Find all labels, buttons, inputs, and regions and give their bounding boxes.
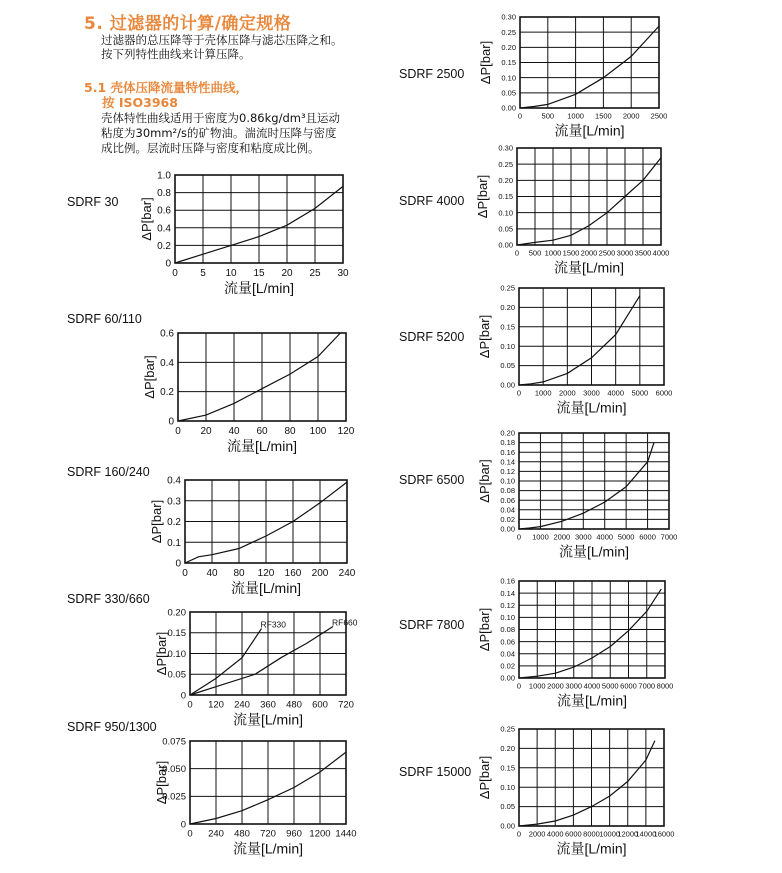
series-line-sdrf-7800 — [519, 589, 661, 678]
y-tick-label: 0.25 — [500, 283, 515, 293]
y-tick-label: 0.4 — [160, 357, 174, 369]
y-tick-label: 0.02 — [500, 661, 515, 671]
x-tick-label: 1000 — [528, 681, 546, 691]
y-axis-label: ΔP[bar] — [149, 499, 164, 544]
y-tick-label: 0.16 — [500, 447, 515, 457]
chart-sdrf5200 — [459, 276, 694, 423]
y-tick-label: 0 — [168, 416, 174, 428]
chart-label-sdrf950: SDRF 950/1300 — [67, 720, 157, 734]
y-tick-label: 0.10 — [500, 476, 515, 486]
y-tick-label: 0.25 — [501, 27, 516, 37]
y-tick-label: 0.20 — [500, 428, 515, 438]
x-tick-label: 0 — [187, 828, 193, 840]
x-tick-label: 7000 — [660, 532, 678, 542]
y-tick-label: 0 — [165, 258, 171, 270]
x-tick-label: 5000 — [631, 388, 649, 398]
x-tick-label: 600 — [312, 699, 328, 711]
x-tick-label: 2000 — [580, 248, 598, 258]
y-tick-label: 0.08 — [500, 486, 515, 496]
x-tick-label: 0 — [516, 681, 522, 691]
chart-sdrf30 — [115, 163, 373, 301]
y-tick-label: 0.20 — [167, 607, 186, 619]
x-tick-label: 3000 — [574, 532, 592, 542]
y-tick-label: 0.06 — [500, 637, 515, 647]
series-line-sdrf-2500 — [520, 26, 659, 108]
y-tick-label: 0.15 — [500, 322, 515, 332]
x-tick-label: 12000 — [617, 829, 639, 839]
chart-label-sdrf30: SDRF 30 — [67, 195, 119, 209]
y-tick-label: 0.025 — [162, 791, 186, 803]
x-axis-label: 流量[L/min] — [232, 711, 304, 728]
y-tick-label: 0.10 — [501, 73, 516, 83]
subsection-title — [84, 80, 384, 110]
y-axis-label: ΔP[bar] — [475, 174, 490, 219]
y-axis-label: ΔP[bar] — [477, 607, 492, 652]
y-axis-label: ΔP[bar] — [154, 631, 169, 676]
y-tick-label: 0.06 — [500, 495, 515, 505]
chart-sdrf7800 — [459, 569, 695, 716]
x-tick-label: 4000 — [652, 248, 670, 258]
x-tick-label: 2500 — [598, 248, 616, 258]
y-tick-label: 0.10 — [167, 648, 186, 660]
y-tick-label: 0.10 — [500, 613, 515, 622]
y-tick-label: 0.00 — [501, 103, 516, 113]
x-tick-label: 4000 — [583, 681, 601, 691]
y-tick-label: 0.12 — [500, 600, 515, 610]
x-tick-label: 80 — [284, 426, 296, 437]
x-tick-label: 2000 — [558, 388, 576, 398]
x-tick-label: 1500 — [562, 248, 580, 258]
y-axis-label: ΔP[bar] — [477, 314, 492, 359]
y-tick-label: 0.15 — [498, 192, 513, 202]
chart-label-sdrf6500: SDRF 6500 — [399, 473, 465, 487]
x-tick-label: 120 — [208, 699, 224, 711]
series-line-sdrf-15000 — [519, 741, 655, 826]
y-axis-label: ΔP[bar] — [477, 459, 492, 503]
x-tick-label: 200 — [311, 568, 329, 579]
y-tick-label: 0.00 — [500, 380, 515, 390]
x-tick-label: 2000 — [553, 532, 571, 542]
x-tick-label: 40 — [228, 426, 240, 437]
x-tick-label: 80 — [233, 568, 245, 579]
x-axis-label: 流量[L/min] — [554, 122, 625, 139]
x-tick-label: 2000 — [622, 111, 640, 121]
x-tick-label: 8000 — [656, 681, 674, 691]
y-tick-label: 0.15 — [501, 58, 516, 68]
subsection-title-line-1: 5.1 壳体压降流量特性曲线， — [84, 80, 248, 95]
y-tick-label: 0.14 — [500, 588, 515, 598]
chart-sdrf160 — [125, 468, 377, 601]
x-tick-label: 720 — [338, 699, 354, 711]
x-tick-label: 0 — [517, 111, 523, 121]
x-axis-label: 流量[L/min] — [226, 438, 298, 454]
x-tick-label: 2500 — [650, 111, 668, 121]
x-axis-label: 流量[L/min] — [556, 692, 628, 709]
x-tick-label: 20 — [200, 426, 212, 437]
y-tick-label: 0.05 — [501, 88, 516, 98]
x-axis-label: 流量[L/min] — [232, 840, 304, 857]
x-tick-label: 720 — [260, 828, 276, 840]
x-tick-label: 25 — [309, 268, 321, 279]
chart-label-sdrf330: SDRF 330/660 — [67, 592, 150, 606]
y-axis-label: ΔP[bar] — [139, 197, 154, 241]
y-tick-label: 0.00 — [500, 821, 515, 831]
x-tick-label: 60 — [256, 426, 268, 437]
series-line-sdrf-5200 — [519, 296, 640, 385]
y-tick-label: 0 — [175, 558, 181, 570]
x-tick-label: 360 — [260, 699, 276, 711]
intro-line-1: 过滤器的总压降等于壳体压降与滤芯压降之和。 — [101, 33, 343, 47]
chart-label-sdrf15000: SDRF 15000 — [399, 765, 472, 779]
x-tick-label: 2000 — [528, 829, 546, 839]
chart-sdrf60 — [118, 321, 376, 459]
y-axis-label: ΔP[bar] — [142, 355, 157, 399]
y-tick-label: 0.6 — [160, 328, 174, 340]
x-tick-label: 0 — [175, 426, 181, 437]
x-tick-label: 1200 — [309, 828, 331, 840]
series-line-rf660 — [190, 627, 333, 696]
chart-label-sdrf2500: SDRF 2500 — [399, 67, 465, 81]
y-tick-label: 0.075 — [162, 736, 186, 748]
y-tick-label: 0.20 — [498, 175, 513, 185]
x-tick-label: 3500 — [634, 248, 652, 258]
x-tick-label: 10000 — [599, 829, 621, 839]
y-tick-label: 0.05 — [498, 224, 513, 234]
y-tick-label: 0.05 — [500, 361, 515, 371]
y-tick-label: 0.2 — [167, 517, 181, 528]
x-axis-label: 流量[L/min] — [553, 259, 625, 276]
y-axis-label: ΔP[bar] — [478, 40, 493, 85]
x-axis-label: 流量[L/min] — [558, 543, 630, 560]
series-line-sdrf-6500 — [519, 443, 654, 529]
x-tick-label: 14000 — [635, 829, 657, 839]
x-tick-label: 4000 — [596, 532, 614, 542]
y-tick-label: 0.05 — [500, 802, 515, 812]
x-tick-label: 5 — [200, 268, 206, 279]
chart-label-sdrf5200: SDRF 5200 — [399, 330, 465, 344]
x-tick-label: 6000 — [620, 681, 637, 691]
y-tick-label: 0.2 — [160, 387, 174, 399]
y-tick-label: 0.8 — [157, 188, 171, 200]
x-tick-label: 3000 — [565, 681, 583, 691]
x-tick-label: 500 — [528, 248, 542, 258]
x-tick-label: 0 — [187, 699, 193, 711]
x-axis-label: 流量[L/min] — [230, 580, 302, 596]
y-tick-label: 0.14 — [500, 457, 515, 467]
x-tick-label: 20 — [281, 268, 293, 279]
y-axis-label: ΔP[bar] — [154, 760, 169, 805]
y-tick-label: 0.12 — [500, 467, 515, 477]
y-tick-label: 0.04 — [500, 505, 515, 515]
x-tick-label: 500 — [541, 111, 555, 121]
y-tick-label: 0 — [180, 690, 186, 702]
y-tick-label: 0.15 — [167, 628, 186, 640]
x-tick-label: 5000 — [617, 532, 635, 542]
x-tick-label: 0 — [182, 568, 188, 579]
y-tick-label: 0.08 — [500, 625, 515, 635]
series-label-rf330: RF330 — [260, 619, 287, 630]
y-tick-label: 0.00 — [500, 673, 515, 683]
subsection-body — [101, 111, 401, 156]
y-tick-label: 0.30 — [501, 12, 516, 22]
y-axis-label: ΔP[bar] — [477, 755, 492, 800]
chart-sdrf6500 — [459, 421, 699, 567]
y-tick-label: 0.20 — [500, 744, 515, 754]
series-line-sdrf-60-110 — [178, 333, 340, 421]
x-tick-label: 1000 — [544, 248, 562, 258]
x-tick-label: 1000 — [567, 111, 584, 121]
x-axis-label: 流量[L/min] — [556, 399, 627, 416]
x-tick-label: 480 — [286, 699, 302, 711]
x-tick-label: 0 — [514, 248, 520, 258]
x-tick-label: 1000 — [532, 532, 549, 542]
y-tick-label: 0.10 — [500, 341, 515, 351]
y-tick-label: 0.10 — [500, 782, 515, 792]
y-tick-label: 0.25 — [498, 159, 513, 169]
x-tick-label: 10 — [225, 268, 237, 279]
intro-text — [101, 33, 391, 61]
x-tick-label: 960 — [286, 828, 302, 840]
x-tick-label: 4000 — [607, 388, 625, 398]
x-tick-label: 160 — [284, 568, 302, 579]
section-title: 5. 过滤器的计算/确定规格 — [84, 14, 292, 34]
x-axis-label: 流量[L/min] — [556, 840, 627, 857]
chart-sdrf950 — [130, 729, 376, 862]
y-tick-label: 1.0 — [157, 170, 171, 182]
chart-label-sdrf160: SDRF 160/240 — [67, 465, 150, 479]
chart-label-sdrf60: SDRF 60/110 — [67, 312, 142, 326]
x-tick-label: 0 — [516, 388, 522, 398]
y-tick-label: 0.04 — [500, 649, 515, 659]
chart-label-sdrf4000: SDRF 4000 — [399, 194, 465, 208]
x-tick-label: 100 — [309, 426, 327, 437]
x-tick-label: 6000 — [565, 829, 582, 839]
y-tick-label: 0.4 — [157, 223, 171, 235]
x-tick-label: 2000 — [547, 681, 564, 691]
x-axis-label: 流量[L/min] — [223, 280, 295, 296]
y-tick-label: 0.20 — [501, 42, 516, 52]
y-tick-label: 0.15 — [500, 763, 515, 773]
intro-line-2: 按下列特性曲线来计算压降。 — [101, 47, 251, 61]
chart-sdrf15000 — [459, 717, 694, 864]
x-tick-label: 6000 — [639, 532, 656, 542]
x-tick-label: 5000 — [601, 681, 619, 691]
x-tick-label: 40 — [206, 568, 218, 579]
x-tick-label: 0 — [516, 532, 522, 542]
chart-label-sdrf7800: SDRF 7800 — [399, 618, 465, 632]
x-tick-label: 3000 — [583, 388, 600, 398]
body-line-1: 壳体特性曲线适用于密度为0.86kg/dm³且运动 — [101, 111, 341, 125]
y-tick-label: 0.30 — [498, 143, 513, 153]
chart-sdrf2500 — [460, 5, 689, 146]
x-tick-label: 480 — [234, 828, 250, 840]
y-tick-label: 0.18 — [500, 438, 515, 448]
y-tick-label: 0.4 — [167, 475, 181, 487]
y-tick-label: 0.00 — [500, 524, 515, 534]
x-tick-label: 240 — [234, 699, 250, 711]
x-tick-label: 1000 — [534, 388, 552, 398]
body-line-3: 成比例。层流时压降与密度和粘度成比例。 — [101, 141, 320, 155]
x-tick-label: 3000 — [616, 248, 634, 258]
chart-sdrf330 — [130, 600, 376, 733]
x-tick-label: 8000 — [583, 829, 600, 839]
x-tick-label: 7000 — [638, 681, 656, 691]
x-tick-label: 240 — [338, 568, 356, 579]
y-tick-label: 0.00 — [498, 240, 513, 250]
subsection-title-line-2: 按 ISO3968 — [102, 95, 178, 110]
x-tick-label: 0 — [172, 268, 178, 279]
body-line-2: 粘度为30mm²/s的矿物油。湍流时压降与密度 — [101, 126, 337, 140]
y-tick-label: 0.050 — [162, 763, 186, 775]
x-tick-label: 30 — [337, 268, 349, 279]
x-tick-label: 120 — [337, 426, 355, 437]
y-tick-label: 0.20 — [500, 303, 515, 313]
x-tick-label: 15 — [253, 268, 265, 279]
y-tick-label: 0.1 — [167, 537, 181, 549]
y-tick-label: 0.16 — [500, 576, 515, 586]
x-tick-label: 1500 — [595, 111, 612, 121]
x-tick-label: 1440 — [335, 828, 357, 840]
y-tick-label: 0.3 — [167, 496, 181, 508]
x-tick-label: 0 — [516, 829, 522, 839]
x-tick-label: 120 — [257, 568, 275, 579]
chart-sdrf4000 — [457, 136, 691, 283]
series-label-rf660: RF660 — [332, 617, 358, 628]
y-tick-label: 0.25 — [500, 724, 515, 734]
y-tick-label: 0.05 — [167, 669, 186, 681]
y-tick-label: 0.02 — [500, 515, 515, 525]
y-tick-label: 0.2 — [157, 240, 171, 252]
y-tick-label: 0.10 — [498, 208, 513, 218]
y-tick-label: 0 — [180, 819, 186, 831]
y-tick-label: 0.6 — [157, 205, 171, 217]
x-tick-label: 4000 — [546, 829, 564, 839]
series-line-rf330 — [190, 629, 262, 695]
x-tick-label: 240 — [208, 828, 224, 840]
x-tick-label: 6000 — [655, 388, 673, 398]
x-tick-label: 16000 — [653, 829, 675, 839]
